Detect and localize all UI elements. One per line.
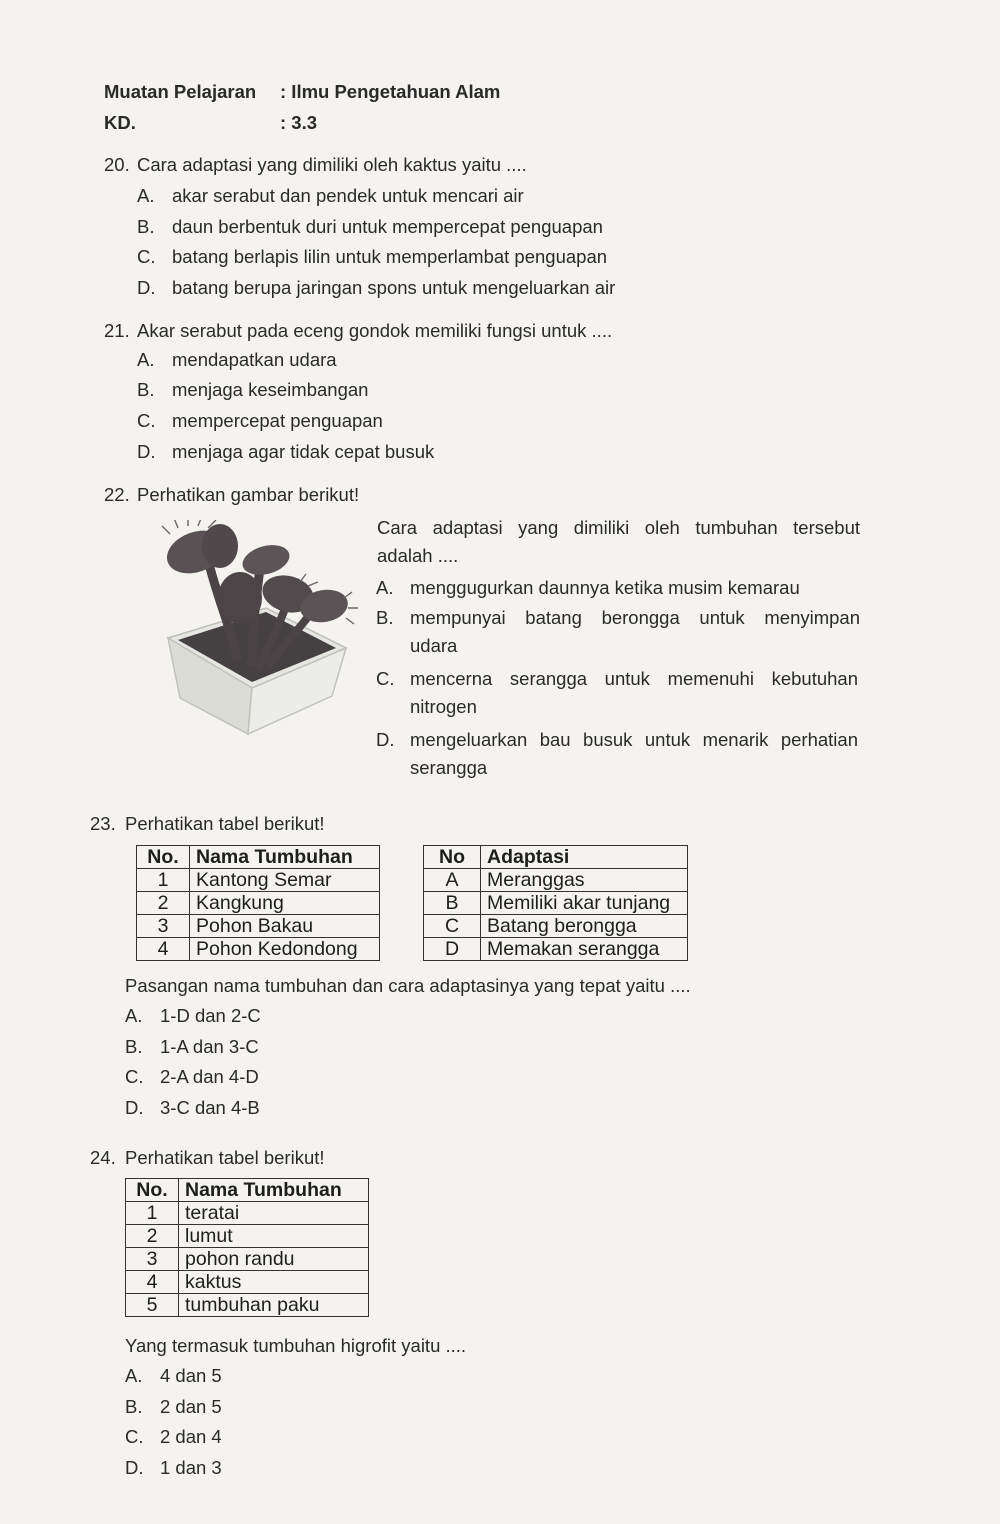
cell-no: 2 — [137, 892, 190, 915]
question-number: 21. — [104, 320, 130, 341]
cell-name: teratai — [179, 1202, 369, 1225]
option-letter: D. — [125, 1097, 144, 1118]
question-number: 24. — [90, 1147, 116, 1168]
option-c[interactable]: 2-A dan 4-D — [160, 1066, 259, 1087]
option-c[interactable]: mencerna serangga untuk memenuhi kebutuhan — [410, 668, 858, 689]
option-a[interactable]: menggugurkan daunnya ketika musim kemarau — [410, 577, 800, 598]
option-letter: C. — [125, 1426, 144, 1447]
option-letter: B. — [137, 379, 155, 400]
cell-no: B — [424, 892, 481, 915]
table-row — [137, 869, 380, 892]
cell-no: 3 — [126, 1248, 179, 1271]
option-letter: A. — [376, 577, 394, 598]
cell-adaptation: Memakan serangga — [481, 938, 688, 961]
col-header-name: Nama Tumbuhan — [179, 1179, 369, 1202]
question-text: Perhatikan tabel berikut! — [125, 1147, 325, 1168]
cell-adaptation: Batang berongga — [481, 915, 688, 938]
option-b[interactable]: 1-A dan 3-C — [160, 1036, 259, 1057]
option-a[interactable]: 4 dan 5 — [160, 1365, 222, 1386]
option-c[interactable]: mempercepat penguapan — [172, 410, 383, 431]
question-number: 22. — [104, 484, 130, 505]
option-letter: C. — [376, 668, 395, 689]
cell-no: D — [424, 938, 481, 961]
cell-no: 5 — [126, 1294, 179, 1317]
question-prompt: Yang termasuk tumbuhan higrofit yaitu .... — [125, 1335, 467, 1356]
question-number: 20. — [104, 154, 130, 175]
cell-no: 4 — [137, 938, 190, 961]
table-row — [137, 915, 380, 938]
question-text: Perhatikan tabel berikut! — [125, 813, 325, 834]
option-letter: C. — [137, 410, 156, 431]
option-b[interactable]: daun berbentuk duri untuk mempercepat penguapan — [172, 216, 603, 237]
table-row — [137, 938, 380, 961]
question-text: Akar serabut pada eceng gondok memiliki fungsi untuk .... — [137, 320, 613, 341]
col-header-no: No — [424, 846, 481, 869]
kd-value: : 3.3 — [280, 112, 318, 133]
cell-name: Pohon Bakau — [190, 915, 380, 938]
option-c-cont: nitrogen — [410, 696, 477, 717]
subject-label: Muatan Pelajaran — [104, 81, 257, 102]
cell-name: Kantong Semar — [190, 869, 380, 892]
question-stem-line1: Cara adaptasi yang dimiliki oleh tumbuhan tersebut — [377, 517, 860, 538]
option-letter: D. — [376, 729, 395, 750]
adaptation-table — [423, 845, 688, 961]
table-row — [424, 938, 688, 961]
cell-no: 1 — [126, 1202, 179, 1225]
table-row — [126, 1294, 369, 1317]
cell-no: 1 — [137, 869, 190, 892]
cell-adaptation: Memiliki akar tunjang — [481, 892, 688, 915]
option-d[interactable]: 3-C dan 4-B — [160, 1097, 260, 1118]
option-c[interactable]: 2 dan 4 — [160, 1426, 222, 1447]
col-header-no: No. — [137, 846, 190, 869]
question-number: 23. — [90, 813, 116, 834]
option-letter: A. — [125, 1005, 143, 1026]
question-stem-line2: adalah .... — [377, 545, 459, 566]
option-d[interactable]: menjaga agar tidak cepat busuk — [172, 441, 435, 462]
option-b-cont: udara — [410, 635, 458, 656]
subject-value: : Ilmu Pengetahuan Alam — [280, 81, 501, 102]
cell-name: kaktus — [179, 1271, 369, 1294]
option-letter: B. — [137, 216, 155, 237]
cell-name: Pohon Kedondong — [190, 938, 380, 961]
option-letter: C. — [137, 246, 156, 267]
cell-no: 3 — [137, 915, 190, 938]
option-a[interactable]: akar serabut dan pendek untuk mencari air — [172, 185, 524, 206]
option-letter: D. — [137, 441, 156, 462]
option-letter: A. — [137, 349, 155, 370]
option-d-cont: serangga — [410, 757, 488, 778]
col-header-no: No. — [126, 1179, 179, 1202]
col-header-name: Nama Tumbuhan — [190, 846, 380, 869]
option-letter: D. — [137, 277, 156, 298]
col-header-adaptation: Adaptasi — [481, 846, 688, 869]
plant-table — [125, 1178, 369, 1317]
option-c[interactable]: batang berlapis lilin untuk memperlambat penguapan — [172, 246, 608, 267]
question-text: Cara adaptasi yang dimiliki oleh kaktus yaitu .... — [137, 154, 527, 175]
cell-no: 4 — [126, 1271, 179, 1294]
table-row — [126, 1248, 369, 1271]
option-d[interactable]: batang berupa jaringan spons untuk mengeluarkan air — [172, 277, 616, 298]
option-letter: C. — [125, 1066, 144, 1087]
venus-flytrap-image — [148, 520, 358, 740]
cell-name: lumut — [179, 1225, 369, 1248]
option-b[interactable]: mempunyai batang berongga untuk menyimpan — [410, 607, 860, 628]
option-b[interactable]: menjaga keseimbangan — [172, 379, 369, 400]
option-letter: A. — [137, 185, 155, 206]
cell-no: 2 — [126, 1225, 179, 1248]
option-d[interactable]: mengeluarkan bau busuk untuk menarik perhatian — [410, 729, 858, 750]
cell-name: pohon randu — [179, 1248, 369, 1271]
kd-label: KD. — [104, 112, 136, 133]
cell-name: tumbuhan paku — [179, 1294, 369, 1317]
cell-no: C — [424, 915, 481, 938]
cell-adaptation: Meranggas — [481, 869, 688, 892]
table-row — [126, 1225, 369, 1248]
option-b[interactable]: 2 dan 5 — [160, 1396, 222, 1417]
option-letter: D. — [125, 1457, 144, 1478]
option-letter: A. — [125, 1365, 143, 1386]
table-row — [424, 869, 688, 892]
option-a[interactable]: mendapatkan udara — [172, 349, 337, 370]
option-a[interactable]: 1-D dan 2-C — [160, 1005, 261, 1026]
plant-table — [136, 845, 380, 961]
cell-name: Kangkung — [190, 892, 380, 915]
option-letter: B. — [376, 607, 394, 628]
question-prompt: Pasangan nama tumbuhan dan cara adaptasinya yang tepat yaitu .... — [125, 975, 691, 996]
question-text: Perhatikan gambar berikut! — [137, 484, 360, 505]
option-letter: B. — [125, 1396, 143, 1417]
table-row — [424, 892, 688, 915]
table-row — [424, 915, 688, 938]
cell-no: A — [424, 869, 481, 892]
table-row — [137, 892, 380, 915]
option-letter: B. — [125, 1036, 143, 1057]
option-d[interactable]: 1 dan 3 — [160, 1457, 222, 1478]
table-row — [126, 1271, 369, 1294]
table-row — [126, 1202, 369, 1225]
